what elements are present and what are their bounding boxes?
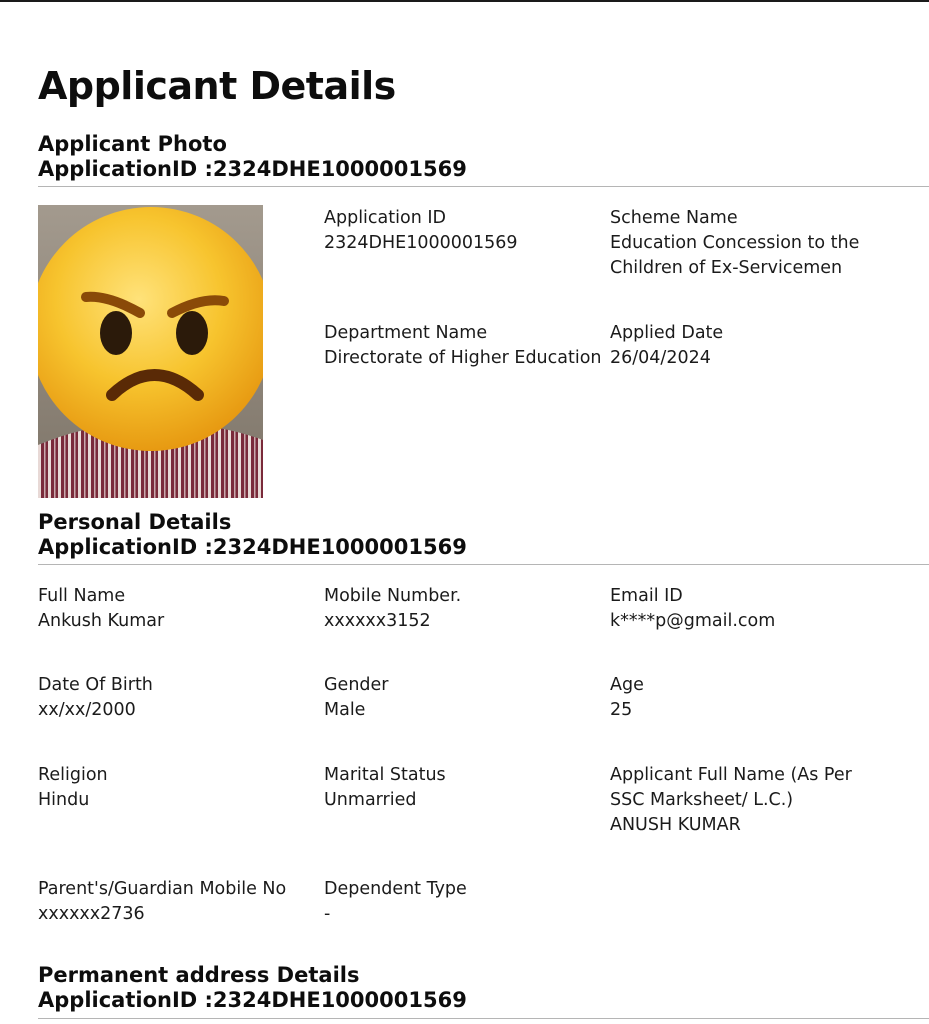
field-label: Gender xyxy=(324,675,389,695)
field-value: xx/xx/2000 xyxy=(38,700,136,720)
field-dependent-type xyxy=(324,877,467,927)
field-value: xxxxxx2736 xyxy=(38,904,145,924)
field-label: Religion xyxy=(38,765,108,785)
field-label: Parent's/Guardian Mobile No xyxy=(38,879,287,899)
top-border xyxy=(0,0,929,2)
section-application-id: ApplicationID :2324DHE1000001569 xyxy=(38,157,467,181)
permanent-address-section-header xyxy=(38,963,467,1013)
field-label: Applied Date xyxy=(610,323,724,343)
section-application-id: ApplicationID :2324DHE1000001569 xyxy=(38,535,467,559)
field-guardian-mobile xyxy=(38,877,286,927)
field-full-name xyxy=(38,584,164,634)
field-ssc-full-name xyxy=(610,763,852,838)
angry-face-emoji-icon xyxy=(38,205,263,498)
section-application-id: ApplicationID :2324DHE1000001569 xyxy=(38,988,467,1012)
field-label: Full Name xyxy=(38,586,126,606)
field-value: Directorate of Higher Education xyxy=(324,348,602,368)
field-date-of-birth xyxy=(38,673,153,723)
field-value: Hindu xyxy=(38,790,90,810)
applicant-photo-section-header xyxy=(38,132,467,182)
section-title: Personal Details xyxy=(38,510,232,534)
field-value: 26/04/2024 xyxy=(610,348,711,368)
field-value: Unmarried xyxy=(324,790,417,810)
field-label: Scheme Name xyxy=(610,208,738,228)
field-label: Dependent Type xyxy=(324,879,467,899)
section-title: Applicant Photo xyxy=(38,132,227,156)
field-value: 25 xyxy=(610,700,633,720)
field-value: xxxxxx3152 xyxy=(324,611,431,631)
field-value: Ankush Kumar xyxy=(38,611,165,631)
section-divider xyxy=(38,1018,929,1019)
field-label: Department Name xyxy=(324,323,488,343)
field-value: ANUSH KUMAR xyxy=(610,815,741,835)
section-title: Permanent address Details xyxy=(38,963,360,987)
field-value: k****p@gmail.com xyxy=(610,611,776,631)
field-label: Marital Status xyxy=(324,765,446,785)
field-label: Application ID xyxy=(324,208,446,228)
section-divider xyxy=(38,564,929,565)
applicant-photo xyxy=(38,205,263,498)
personal-details-section-header xyxy=(38,510,467,560)
field-department-name xyxy=(324,321,602,371)
field-value: 2324DHE1000001569 xyxy=(324,233,518,253)
field-label: Mobile Number. xyxy=(324,586,462,606)
field-value: Education Concession to the Children of Ex-Servicemen xyxy=(610,233,860,278)
field-value: Male xyxy=(324,700,366,720)
field-age xyxy=(610,673,644,723)
field-label: Date Of Birth xyxy=(38,675,153,695)
field-label: Age xyxy=(610,675,644,695)
field-religion xyxy=(38,763,108,813)
field-label: Applicant Full Name (As Per SSC Marksheet/ L.C.) xyxy=(610,765,852,810)
field-value: - xyxy=(324,904,331,924)
field-application-id xyxy=(324,206,518,256)
field-scheme-name xyxy=(610,206,859,281)
field-email-id xyxy=(610,584,775,634)
field-applied-date xyxy=(610,321,723,371)
field-gender xyxy=(324,673,389,723)
field-marital-status xyxy=(324,763,446,813)
page-title: Applicant Details xyxy=(38,64,396,108)
section-divider xyxy=(38,186,929,187)
field-label: Email ID xyxy=(610,586,683,606)
field-mobile-number xyxy=(324,584,461,634)
